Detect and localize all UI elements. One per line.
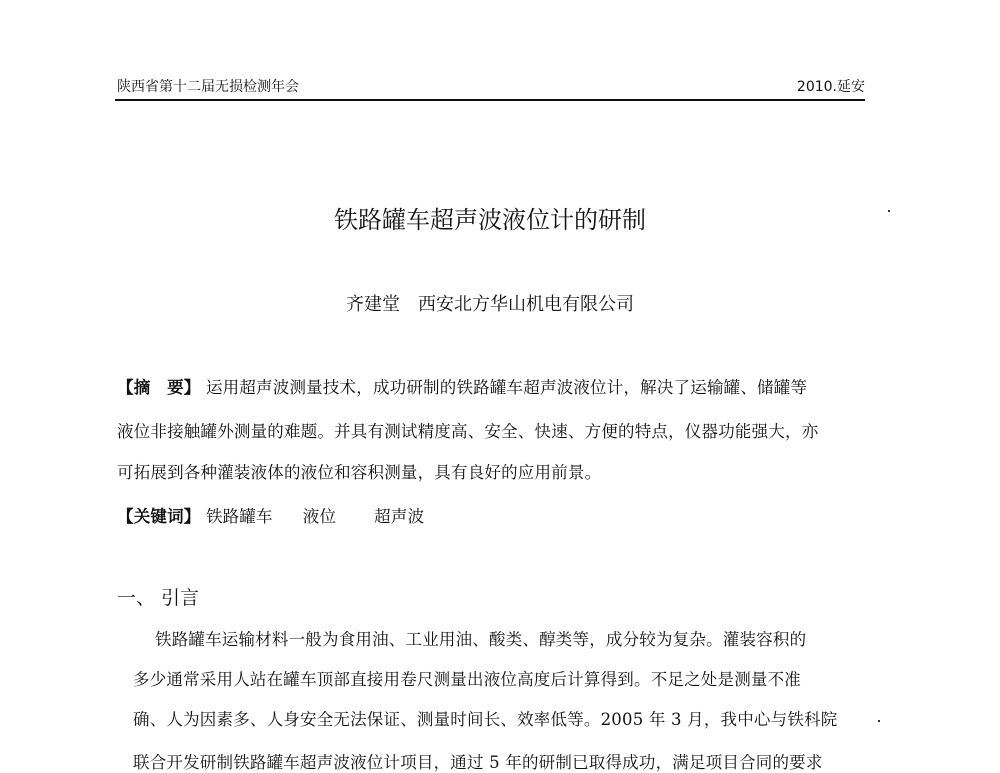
- abstract-text: 运用超声波测量技术，成功研制的铁路罐车超声波液位计，解决了运输罐、储罐等: [205, 378, 808, 397]
- keywords-line: [117, 503, 424, 527]
- scan-speck: [878, 720, 880, 722]
- paper-title: 铁路罐车超声波液位计的研制: [334, 206, 646, 234]
- body-line: 铁路罐车运输材料一般为食用油、工业用油、酸类、醇类等，成分较为复杂。灌装容积的: [155, 630, 807, 649]
- abstract-line: 可拓展到各种灌装液体的液位和容积测量，具有良好的应用前景。: [117, 463, 602, 482]
- running-header-right: 2010.延安: [796, 79, 865, 95]
- author-affiliation: 齐建堂 西安北方华山机电有限公司: [346, 294, 634, 315]
- keyword: 液位: [302, 507, 337, 526]
- header-rule: [115, 99, 865, 101]
- body-line: 联合开发研制铁路罐车超声波液位计项目，通过 5 年的研制已取得成功，满足项目合同的要求: [133, 753, 823, 772]
- keyword: 超声波: [374, 507, 425, 526]
- abstract-line: [117, 374, 807, 398]
- abstract-line: 液位非接触罐外测量的难题。并具有测试精度高、安全、快速、方便的特点，仪器功能强大，亦: [117, 422, 819, 441]
- keywords-label: 【关键词】: [117, 507, 201, 526]
- running-header-left: 陕西省第十二届无损检测年会: [117, 79, 299, 95]
- abstract-label: 【摘 要】: [117, 378, 201, 397]
- keyword: 铁路罐车: [205, 507, 273, 526]
- section-heading: 一、 引言: [117, 587, 200, 609]
- body-line: 多少通常采用人站在罐车顶部直接用卷尺测量出液位高度后计算得到。不足之处是测量不准: [133, 670, 801, 689]
- body-line: 确、人为因素多、人身安全无法保证、测量时间长、效率低等。2005 年 3 月，我中心与铁科院: [133, 710, 838, 729]
- scan-speck: [888, 210, 890, 212]
